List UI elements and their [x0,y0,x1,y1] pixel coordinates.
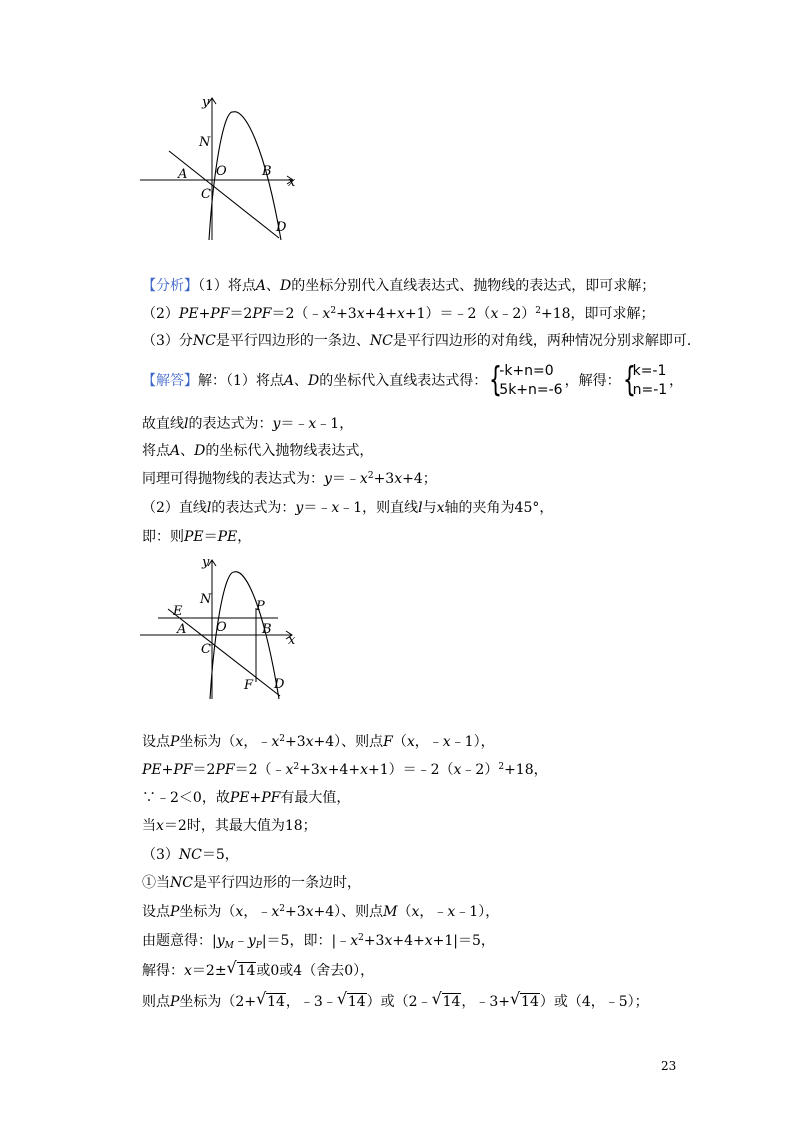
text: x [356,306,365,322]
answer-line-3 [142,441,373,461]
label-P: P [256,599,265,614]
text: 是平行四边形的一条边、 [215,333,370,349]
text: ﹣1）， [450,734,495,750]
text: 2 [498,762,505,772]
answer-line-11 [142,845,239,865]
answer-tag: 【解答】 [142,373,198,389]
text: 由题意得：| [142,933,217,949]
text: （3） [142,847,179,863]
text: NC [192,333,216,349]
text: 设点 [142,904,170,920]
text: PE [178,306,199,322]
text: ﹣1，则直线 [339,500,419,516]
text: x [305,904,314,920]
figure-2-graph [140,552,310,704]
sqrt: √ 14 [431,989,461,1010]
text: + [161,762,174,778]
text: x [271,904,280,920]
text: ﹣2） [498,306,536,322]
text: 与 [422,500,437,516]
label-D: D [274,677,285,692]
analysis-line-3 [142,331,701,351]
text: 故直线 [142,416,184,432]
text: ＝2（﹣ [234,762,286,778]
text: （ [397,904,412,920]
text: 当 [142,818,156,834]
text: 的坐标代入直线表达式得： [319,373,488,389]
text: x [156,818,164,834]
text: |＝5，即：|﹣ [261,933,351,949]
text: M [224,941,234,951]
text: +3 [299,762,320,778]
text: x [184,963,192,979]
text: PE [229,790,250,806]
text: PF [261,790,281,806]
text: x [394,471,403,487]
text: x [447,904,456,920]
answer-line-12 [142,873,361,893]
answer-line-4 [142,469,437,489]
page-number: 23 [661,1059,677,1073]
text: y [247,933,256,949]
text: ＝2 [192,762,216,778]
text: 解：（1）将点 [198,373,284,389]
text: ，解得： [564,373,621,389]
text: +4+ [327,762,361,778]
answer-line-9 [142,788,350,808]
text: 14 [347,994,366,1010]
text: +3 [336,306,357,322]
text: +3 [284,734,306,750]
text: x [235,734,244,750]
text: （3）分 [142,333,193,349]
text: D [280,278,292,294]
sqrt: √ 14 [336,989,366,1010]
text: 是平行四边形的对角线，两种情况分别求解即可． [392,333,701,349]
text: 的表达式为： [211,500,296,516]
text: x [308,416,317,432]
text: D [308,373,320,389]
text: ，﹣ [243,734,272,750]
text: y [324,471,332,487]
text: +18，即可求解； [541,306,655,322]
text: 则点 [142,994,170,1010]
text: PF [210,306,230,322]
text: y [272,416,281,432]
label-O: O [216,620,227,635]
text: x [436,500,445,516]
text: ①当 [142,875,170,891]
text: x [442,734,451,750]
text: x [360,762,368,778]
figure-1-graph [135,88,305,248]
text: 轴的夹角为45°， [444,500,554,516]
text: 2 [367,471,374,481]
text: y [295,500,304,516]
text: 14 [237,963,256,979]
text: ＝2 [229,306,253,322]
text: ）或（2﹣ [366,994,432,1010]
text: ， [669,373,684,389]
label-y: y [202,95,210,110]
text: NC [369,333,393,349]
text: x [453,762,462,778]
text: （1）将点 [198,278,256,294]
text: 设点 [142,734,170,750]
text: x [350,933,359,949]
text: PE [217,529,238,545]
text: ＝﹣ [331,471,360,487]
text: n=-1 [632,382,668,398]
text: x [424,933,433,949]
label-D: D [276,220,287,235]
text: （ [392,734,407,750]
text: A [255,278,267,294]
text: 坐标为（ [179,904,236,920]
sqrt: √ 14 [510,989,539,1010]
answer-line-8 [142,760,548,780]
text: +1|＝5， [432,933,495,949]
answer-line-6 [142,527,251,547]
answer-line-5 [142,498,553,518]
text: 或0或4（舍去0）， [256,963,375,979]
label-A: A [178,167,188,182]
text: ∵﹣2＜0，故 [142,790,230,806]
text: +3 [284,904,306,920]
text: ，﹣3+ [461,994,511,1010]
text: NC [170,875,193,891]
text: 是平行四边形的一条边时， [192,875,361,891]
text: PE [142,762,162,778]
text: y [216,933,225,949]
text: 的表达式为： [188,416,273,432]
text: ）或（4，﹣5）； [539,994,649,1010]
sqrt: √ 14 [226,958,256,979]
text: +4； [402,471,437,487]
text: x [235,904,244,920]
text: + [198,306,211,322]
text: ﹣1）， [455,904,500,920]
text: D [194,443,206,459]
text: x [305,734,314,750]
text: -k+n=0 [499,363,554,379]
text: ＝﹣ [280,416,309,432]
label-x: x [288,175,296,190]
analysis-line-2 [142,304,655,324]
answer-line-16 [142,989,649,1012]
text: 2 [279,734,285,744]
text: P [170,994,180,1010]
answer-line-13 [142,902,499,922]
text: M [383,904,398,920]
text: ﹣ [233,933,248,949]
text: 的坐标代入抛物线表达式， [205,443,374,459]
text: A [170,443,181,459]
text: x [411,904,420,920]
text: ，﹣3﹣ [285,994,337,1010]
text: 即：则 [142,529,184,545]
text: ＝2时，其最大值为18； [163,818,317,834]
text: +4）、则点 [313,734,384,750]
label-E: E [173,604,183,619]
text: 2 [358,933,364,943]
text: 坐标为（ [179,734,236,750]
text: x [331,500,340,516]
text: 2 [535,306,541,316]
text: l [206,500,212,516]
text: 同理可得抛物线的表达式为： [142,471,324,487]
answer-line-15 [142,958,375,981]
label-N: N [200,592,212,607]
label-B: B [262,164,272,179]
text: x [406,734,415,750]
label-F: F [244,678,254,693]
text: +4+ [364,306,397,322]
text: x [359,471,368,487]
text: +3 [373,471,395,487]
answer-line-14 [142,931,495,951]
text: 14 [267,994,285,1010]
text: 、 [294,373,309,389]
text: 14 [442,994,461,1010]
text: （2）直线 [142,500,207,516]
label-C: C [201,187,211,202]
text: +3 [363,933,385,949]
text: x [271,734,280,750]
text: x [384,933,393,949]
text: ，﹣ [243,904,272,920]
text: k=-1 [632,363,667,379]
text: ﹣1， [316,416,354,432]
label-O: O [216,164,227,179]
text: 、 [180,443,195,459]
text: ，﹣ [414,734,443,750]
text: ， [237,529,252,545]
answer-line-7 [142,732,495,752]
label-y: y [202,555,210,570]
text: +4+ [392,933,425,949]
text: +1）＝﹣2（ [367,762,454,778]
text: 解得： [142,963,184,979]
label-C: C [201,642,211,657]
text: F [383,734,393,750]
answer-line-1 [142,360,683,402]
analysis-tag: 【分析】 [142,278,198,294]
text: NC [178,847,202,863]
text: ，﹣ [419,904,448,920]
text: PF [252,306,272,322]
text: l [418,500,423,516]
text: A [283,373,295,389]
text: 2 [279,904,285,914]
text: ﹣2） [461,762,499,778]
sqrt: √ 14 [256,989,285,1010]
label-x: x [288,633,296,648]
label-N: N [199,135,211,150]
text: x [285,762,294,778]
text: 的坐标分别代入直线表达式、抛物线的表达式，即可求解； [291,278,656,294]
text: ＝2（﹣ [271,306,323,322]
text: 5k+n=-6 [499,382,563,398]
text: 坐标为（2+ [179,994,257,1010]
text: +1）＝﹣2（ [404,306,491,322]
label-B: B [262,622,272,637]
text: PE [184,529,204,545]
text: P [255,941,262,951]
text: ＝5， [201,847,239,863]
text: P [170,734,180,750]
text: +4）、则点 [313,904,384,920]
text: ＝﹣ [303,500,332,516]
text: l [184,416,189,432]
text: +18， [504,762,548,778]
equation-system-2: { k=-1 n=-1 [622,360,668,400]
label-A: A [177,622,187,637]
text: + [249,790,262,806]
text: x [490,306,499,322]
answer-line-2 [142,414,353,434]
text: x [322,306,331,322]
text: 、 [266,278,281,294]
answer-line-10 [142,816,317,836]
text: 将点 [142,443,170,459]
text: 14 [521,994,539,1010]
text: 2 [330,306,337,316]
text: 2 [293,762,300,772]
text: PF [173,762,193,778]
text: ＝ [203,529,218,545]
text: （2） [142,306,179,322]
text: 有最大值， [280,790,351,806]
text: x [319,762,328,778]
text: ＝2± [191,963,227,979]
text: PF [215,762,235,778]
text: x [396,306,405,322]
equation-system-1: { -k+n=0 5k+n=-6 [489,360,563,400]
analysis-line-1 [142,276,655,296]
text: P [170,904,180,920]
